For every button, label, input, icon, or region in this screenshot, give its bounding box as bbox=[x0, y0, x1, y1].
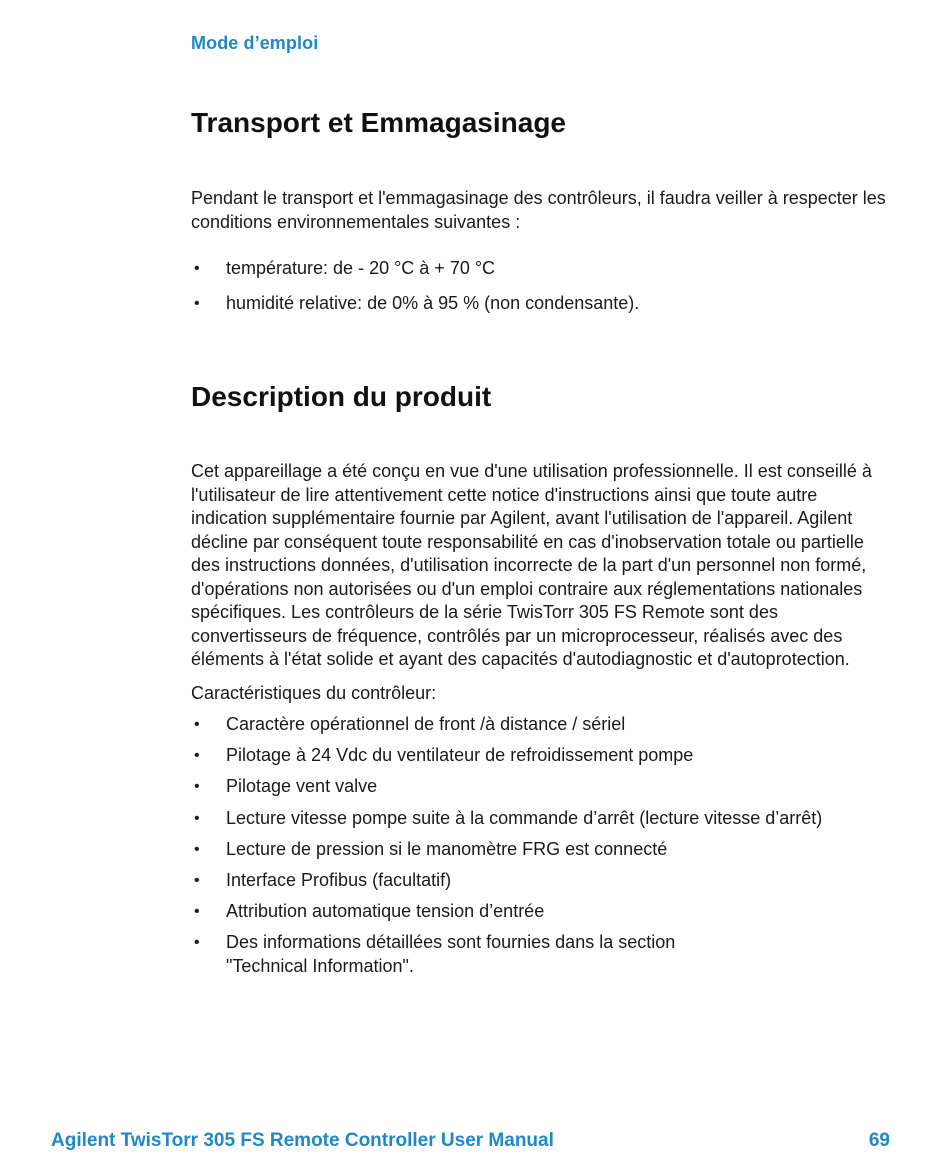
list-item-text: Attribution automatique tension d’entrée bbox=[226, 901, 545, 922]
list-item-text: Lecture vitesse pompe suite à la commande d’arrêt (lecture vitesse d’arrêt) bbox=[226, 807, 823, 828]
bullet-icon: • bbox=[194, 294, 200, 312]
bullet-icon: • bbox=[194, 778, 200, 796]
bullet-icon: • bbox=[194, 747, 200, 765]
list-item bbox=[191, 744, 711, 768]
list-item-text: Caractère opérationnel de front /à distance / sériel bbox=[226, 714, 626, 734]
bullet-icon: • bbox=[194, 809, 200, 827]
footer-manual-title: Agilent TwisTorr 305 FS Remote Controller User Manual bbox=[51, 1130, 554, 1151]
bullet-icon: • bbox=[194, 716, 200, 733]
bullet-icon: • bbox=[194, 840, 200, 858]
page-number: 69 bbox=[868, 1130, 890, 1151]
list-item bbox=[191, 838, 711, 862]
features-label: Caractéristiques du contrôleur: bbox=[191, 683, 437, 703]
description-body: Cet appareillage a été conçu en vue d'une utilisation professionnelle. Il est conseillé à l'utilisateur de lire attentivement cette notice d'instructions ainsi que toute autre indication supplémentaire fournie par Agilent, avant l'utilisation de l'appareil. Agilent décline par conséquent toute responsabilité en cas d'inobservation totale ou partielle des instructions données, d'utilisation incorrecte de la part d'un personnel non formé, d'opérations non autorisées ou d'un emploi contraire aux réglementations nationales spécifiques. Les contrôleurs de la série TwisTorr 305 FS Remote sont des convertisseurs de fréquence, contrôlés par un microprocesseur, réalisés avec des éléments à l'état solide et ayant des capacités d'autodiagnostic et d'autoprotection. bbox=[191, 461, 872, 669]
list-item-text: humidité relative: de 0% à 95 % (non condensante). bbox=[226, 292, 640, 313]
list-item bbox=[191, 713, 711, 737]
list-item bbox=[191, 807, 823, 831]
transport-conditions-list bbox=[191, 257, 891, 315]
list-item bbox=[191, 931, 711, 978]
list-item-text: Pilotage à 24 Vdc du ventilateur de refroidissement pompe bbox=[226, 745, 694, 766]
list-item bbox=[191, 900, 711, 924]
bullet-icon: • bbox=[194, 260, 200, 277]
list-item-text: Interface Profibus (facultatif) bbox=[226, 869, 452, 890]
list-item bbox=[191, 257, 891, 281]
list-item-text: température: de - 20 °C à + 70 °C bbox=[226, 258, 496, 278]
features-list bbox=[191, 713, 823, 978]
list-item bbox=[191, 292, 891, 316]
list-item-text: Pilotage vent valve bbox=[226, 776, 378, 797]
list-item-text: Lecture de pression si le manomètre FRG est connecté bbox=[226, 838, 668, 859]
bullet-icon: • bbox=[194, 903, 200, 921]
transport-intro: Pendant le transport et l'emmagasinage des contrôleurs, il faudra veiller à respecter les conditions environnementales suivantes : bbox=[191, 188, 886, 232]
section-header: Mode d’emploi bbox=[191, 33, 319, 53]
transport-heading: Transport et Emmagasinage bbox=[191, 107, 567, 138]
bullet-icon: • bbox=[194, 934, 200, 952]
list-item-text: Des informations détaillées sont fournies dans la section "Technical Information". bbox=[226, 932, 676, 976]
bullet-icon: • bbox=[194, 871, 200, 889]
list-item bbox=[191, 775, 711, 799]
description-heading: Description du produit bbox=[191, 381, 492, 412]
list-item bbox=[191, 869, 711, 893]
